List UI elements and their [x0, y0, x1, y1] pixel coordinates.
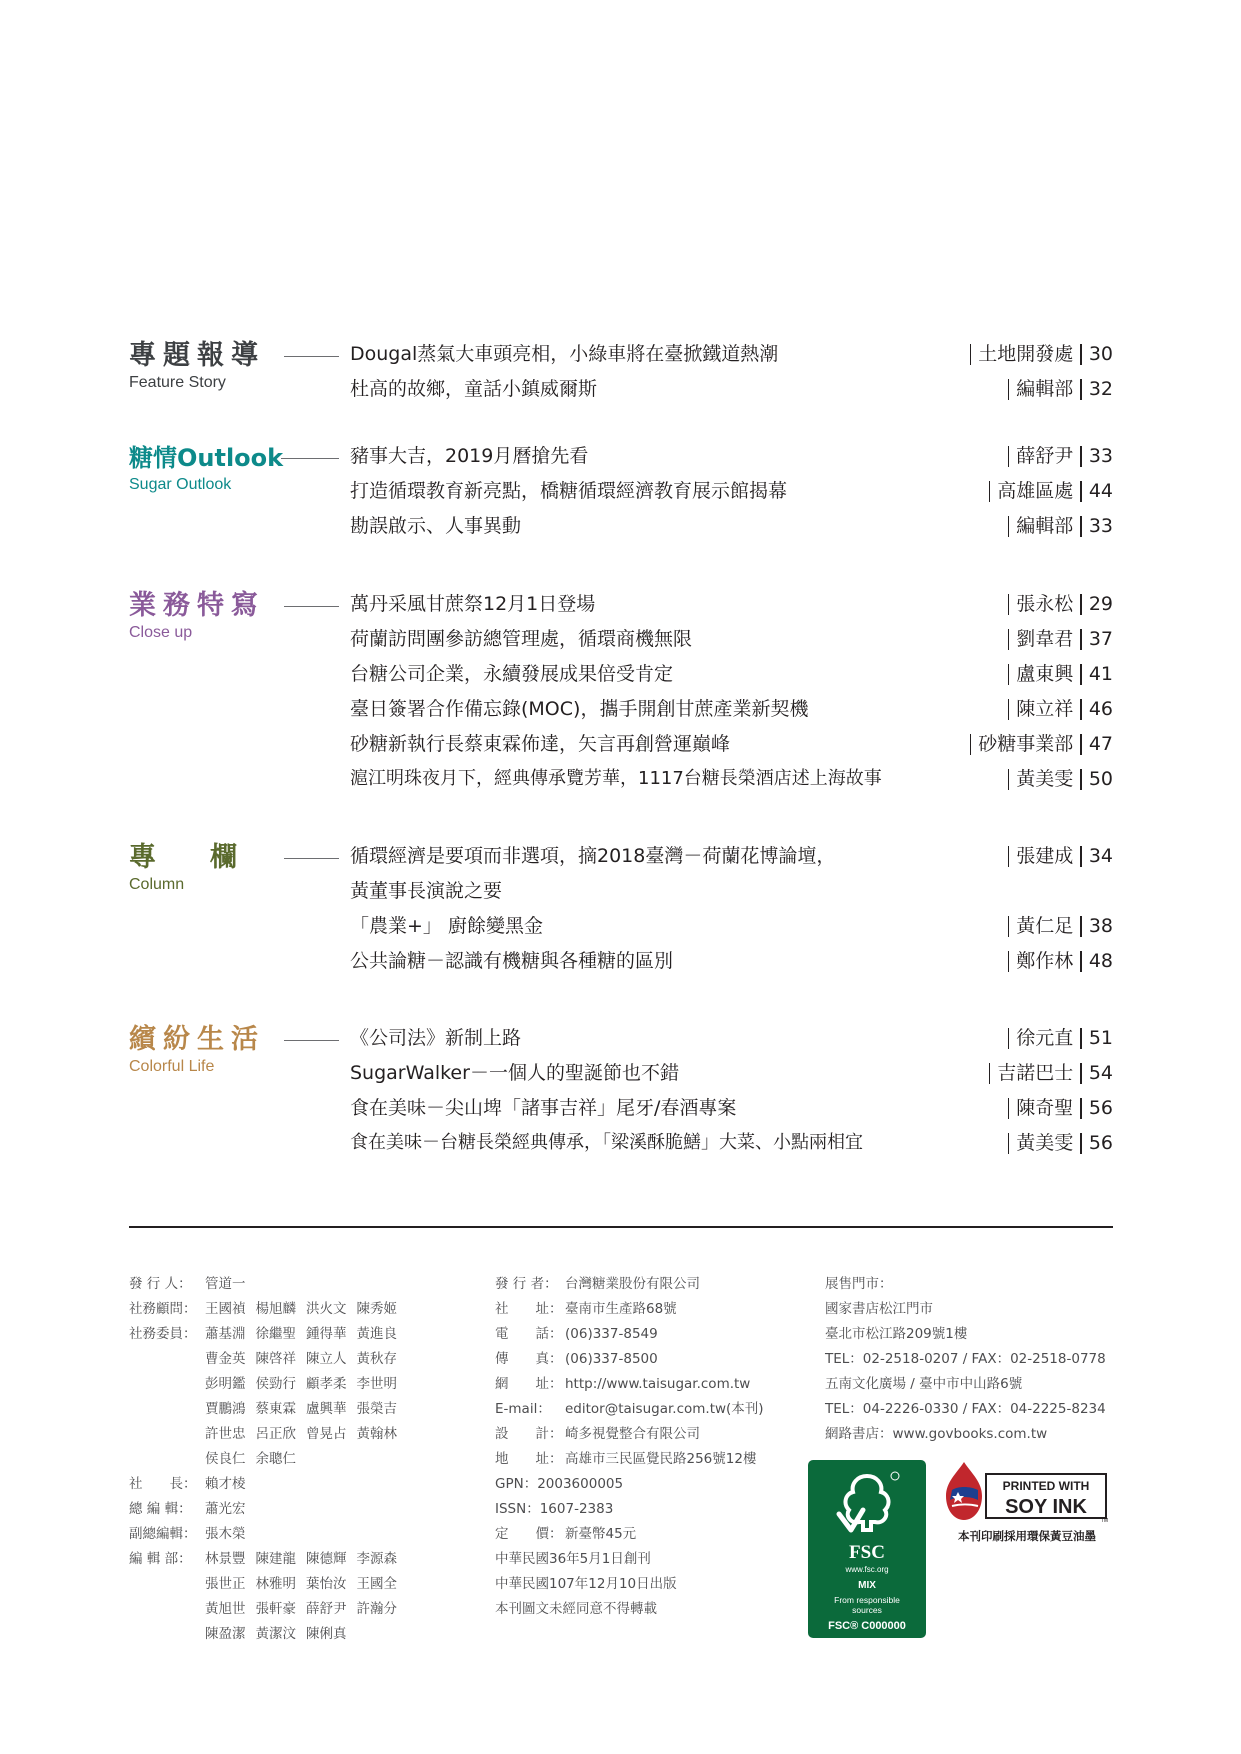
section-title: 繽紛生活	[129, 1024, 265, 1055]
section-title: 業務特寫	[129, 590, 265, 621]
website-link[interactable]: http://www.taisugar.com.tw	[565, 1376, 751, 1392]
section-rule	[281, 458, 339, 459]
soy-line1: PRINTED WITH	[1002, 1479, 1090, 1493]
article-title[interactable]: 荷蘭訪問團參訪總管理處，循環商機無限	[350, 628, 693, 650]
store-row: TEL：02-2518-0207 / FAX：02-2518-0778	[825, 1351, 1106, 1367]
article-page: 44	[1088, 480, 1113, 502]
article-author: 高雄區處	[997, 480, 1074, 502]
staff-row: 社 長： 賴才棱	[129, 1476, 246, 1492]
article-author: 盧東興	[1016, 663, 1074, 685]
article-list	[350, 340, 1113, 410]
publisher-row: 發 行 者： 台灣糖業股份有限公司	[495, 1276, 700, 1292]
article-list	[350, 1024, 1113, 1164]
divider	[129, 1226, 1113, 1228]
article-page: 32	[1088, 378, 1113, 400]
article-author: 土地開發處	[978, 343, 1074, 365]
section-header	[129, 340, 344, 394]
publisher-row: GPN：2003600005	[495, 1476, 624, 1492]
publisher-row: 定 價： 新臺幣45元	[495, 1526, 637, 1542]
article-page: 33	[1088, 515, 1113, 537]
article-title[interactable]: 勘誤啟示、人事異動	[350, 515, 522, 537]
article-item[interactable]	[350, 590, 1113, 625]
article-author: 砂糖事業部	[978, 733, 1074, 755]
section-header	[129, 442, 344, 496]
article-title[interactable]: 《公司法》新制上路	[350, 1027, 522, 1049]
article-page: 47	[1088, 733, 1113, 755]
article-item[interactable]	[350, 1094, 1113, 1129]
article-page: 33	[1088, 445, 1113, 467]
article-author: 黃仁足	[1016, 915, 1074, 937]
publisher-row: 電 話： (06)337-8549	[495, 1326, 658, 1342]
article-list	[350, 842, 1113, 982]
store-row: 臺北市松江路209號1樓	[825, 1326, 968, 1342]
article-page: 30	[1088, 343, 1113, 365]
article-page: 34	[1088, 845, 1113, 867]
staff-row: 彭明鑑 侯勁行 顧孝柔 李世明	[205, 1376, 397, 1392]
article-title[interactable]: Dougal蒸氣大車頭亮相，小綠車將在臺掀鐵道熱潮	[350, 343, 779, 365]
article-author: 陳立祥	[1016, 698, 1074, 720]
article-title[interactable]: 台糖公司企業，永續發展成果倍受肯定	[350, 663, 674, 685]
fsc-mix: MIX	[858, 1580, 876, 1591]
article-title[interactable]: 杜高的故鄉，童話小鎮威爾斯	[350, 378, 598, 400]
fsc-from: From responsible sources	[834, 1595, 900, 1615]
article-title[interactable]: 食在美味－尖山埤「諸事吉祥」尾牙/春酒專案	[350, 1097, 737, 1119]
article-item[interactable]	[350, 477, 1113, 512]
article-title[interactable]: 萬丹采風甘蔗祭12月1日登場	[350, 593, 596, 615]
article-item[interactable]	[350, 947, 1113, 982]
publisher-row: 社 址： 臺南市生產路68號	[495, 1301, 677, 1317]
store-row: 展售門市：	[825, 1276, 893, 1292]
article-item[interactable]	[350, 695, 1113, 730]
article-title[interactable]: 打造循環教育新亮點，橋糖循環經濟教育展示館揭幕	[350, 480, 788, 502]
article-author: 薛舒尹	[1016, 445, 1074, 467]
article-item[interactable]	[350, 512, 1113, 547]
staff-row: 黃旭世 張軒豪 薛舒尹 許瀚分	[205, 1601, 397, 1617]
store-row: 五南文化廣場 / 臺中市中山路6號	[825, 1376, 1023, 1392]
staff-row: 許世忠 呂正欣 曾晃占 黃翰林	[205, 1426, 397, 1442]
article-author: 編輯部	[1016, 515, 1074, 537]
colophon-publisher	[495, 1272, 825, 1622]
article-author: 徐元直	[1016, 1027, 1074, 1049]
article-page: 56	[1088, 1132, 1113, 1154]
section-title: 專題報導	[129, 340, 265, 371]
publisher-row: ISSN：1607-2383	[495, 1501, 614, 1517]
staff-row: 編 輯 部： 林景豐 陳建龍 陳德輝 李源森	[129, 1551, 397, 1567]
article-page: 38	[1088, 915, 1113, 937]
article-item-continued[interactable]	[350, 877, 1113, 912]
staff-row: 曹金英 陳啓祥 陳立人 黃秋存	[205, 1351, 397, 1367]
fsc-tree-icon	[833, 1470, 901, 1540]
article-page: 51	[1088, 1027, 1113, 1049]
colophon-staff	[129, 1272, 489, 1647]
article-item[interactable]	[350, 375, 1113, 410]
article-page: 41	[1088, 663, 1113, 685]
section-header	[129, 842, 344, 896]
section-title: 糖情Outlook	[129, 444, 284, 472]
staff-row: 賈鵬鴻 蔡東霖 盧興華 張榮吉	[205, 1401, 397, 1417]
article-author: 黃美雯	[1016, 1132, 1074, 1154]
store-row: TEL：04-2226-0330 / FAX：04-2225-8234	[825, 1401, 1106, 1417]
staff-row: 社務委員： 蕭基淵 徐繼聖 鍾得華 黃進良	[129, 1326, 397, 1342]
staff-row: 副總編輯： 張木榮	[129, 1526, 246, 1542]
article-item[interactable]	[350, 1129, 1113, 1164]
article-title[interactable]: 「農業+」 廚餘變黑金	[350, 915, 543, 937]
article-item[interactable]	[350, 625, 1113, 660]
section-subtitle: Close up	[129, 624, 193, 641]
soy-tm: TM	[1100, 1518, 1108, 1524]
article-page: 46	[1088, 698, 1113, 720]
publisher-row: 中華民國107年12月10日出版	[495, 1576, 677, 1592]
article-title[interactable]: 循環經濟是要項而非選項，摘2018臺灣－荷蘭花博論壇，	[350, 845, 836, 867]
article-title[interactable]: 砂糖新執行長蔡東霖佈達，矢言再創營運巔峰	[350, 733, 731, 755]
store-row: 國家書店松江門市	[825, 1301, 933, 1317]
staff-row: 陳盈潔 黃潔汶 陳俐真	[205, 1626, 347, 1642]
article-item[interactable]	[350, 842, 1113, 877]
article-title[interactable]: 黃董事長演說之要	[350, 880, 503, 902]
article-page: 37	[1088, 628, 1113, 650]
article-title[interactable]: SugarWalker－一個人的聖誕節也不錯	[350, 1062, 679, 1084]
article-author: 黃美雯	[1016, 768, 1074, 790]
article-title[interactable]: 滬江明珠夜月下，經典傳承覽芳華，1117台糖長榮酒店述上海故事	[350, 768, 882, 789]
article-author: 劉韋君	[1016, 628, 1074, 650]
section-subtitle: Feature Story	[129, 374, 226, 391]
article-author: 陳奇聖	[1016, 1097, 1074, 1119]
section-rule	[284, 858, 339, 859]
article-author: 吉諾巴士	[997, 1062, 1074, 1084]
article-title[interactable]: 食在美味－台糖長榮經典傳承，「梁溪酥脆鱔」大菜、小點兩相宜	[350, 1132, 863, 1153]
section-title: 專 欄	[129, 842, 237, 873]
section-header	[129, 1024, 344, 1078]
soy-line2: SOY INK	[1005, 1496, 1087, 1518]
article-item[interactable]	[350, 765, 1113, 800]
soy-ink-logo-icon	[942, 1460, 1112, 1526]
fsc-name: FSC	[849, 1542, 885, 1563]
article-page: 56	[1088, 1097, 1113, 1119]
section-header	[129, 590, 344, 644]
article-item[interactable]	[350, 1024, 1113, 1059]
article-list	[350, 590, 1113, 800]
email-link[interactable]: editor@taisugar.com.tw(本刊)	[565, 1401, 764, 1417]
soy-caption: 本刊印刷採用環保黃豆油墨	[958, 1529, 1096, 1543]
article-item[interactable]	[350, 660, 1113, 695]
article-title[interactable]: 豬事大吉，2019月曆搶先看	[350, 445, 589, 467]
section-subtitle: Sugar Outlook	[129, 476, 232, 493]
store-row[interactable]: 網路書店：www.govbooks.com.tw	[825, 1426, 1048, 1442]
article-author: 編輯部	[1016, 378, 1074, 400]
publisher-row[interactable]: 網 址： http://www.taisugar.com.tw	[495, 1372, 825, 1397]
article-page: 50	[1088, 768, 1113, 790]
article-author: 張永松	[1016, 593, 1074, 615]
publisher-row: 本刊圖文未經同意不得轉載	[495, 1601, 657, 1617]
article-page: 29	[1088, 593, 1113, 615]
section-subtitle: Colorful Life	[129, 1058, 215, 1075]
article-item[interactable]	[350, 730, 1113, 765]
article-author: 鄭作林	[1016, 950, 1074, 972]
staff-row: 發 行 人： 管道一	[129, 1276, 246, 1292]
article-page: 48	[1088, 950, 1113, 972]
article-item[interactable]	[350, 1059, 1113, 1094]
publisher-row: 設 計： 崎多視覺整合有限公司	[495, 1426, 700, 1442]
article-title[interactable]: 臺日簽署合作備忘錄(MOC)，攜手開創甘蔗產業新契機	[350, 698, 809, 720]
staff-row: 總 編 輯： 蕭光宏	[129, 1501, 246, 1517]
article-author: 張建成	[1016, 845, 1074, 867]
publisher-row: 傳 真： (06)337-8500	[495, 1351, 658, 1367]
publisher-row: 地 址： 高雄市三民區覺民路256號12樓	[495, 1451, 757, 1467]
article-item[interactable]	[350, 442, 1113, 477]
article-title[interactable]: 公共論糖－認識有機糖與各種糖的區別	[350, 950, 674, 972]
article-page: 54	[1088, 1062, 1113, 1084]
colophon-stores	[825, 1272, 1125, 1447]
section-rule	[284, 356, 339, 357]
section-rule	[284, 606, 339, 607]
publisher-row: 中華民國36年5月1日創刊	[495, 1551, 651, 1567]
staff-row: 社務顧問： 王國禎 楊旭麟 洪火文 陳秀姬	[129, 1301, 397, 1317]
staff-row: 張世正 林雅明 葉怡汝 王國全	[205, 1576, 397, 1592]
fsc-code: FSC® C000000	[828, 1620, 906, 1632]
soy-ink-badge	[942, 1460, 1112, 1543]
article-list	[350, 442, 1113, 547]
article-item[interactable]	[350, 340, 1113, 375]
article-item[interactable]	[350, 912, 1113, 947]
fsc-badge	[808, 1460, 926, 1638]
staff-row: 侯良仁 余聰仁	[205, 1451, 296, 1467]
publisher-row[interactable]: E-mail： editor@taisugar.com.tw(本刊)	[495, 1397, 825, 1422]
section-subtitle: Column	[129, 876, 185, 893]
fsc-url: www.fsc.org	[845, 1565, 889, 1574]
section-rule	[284, 1040, 339, 1041]
